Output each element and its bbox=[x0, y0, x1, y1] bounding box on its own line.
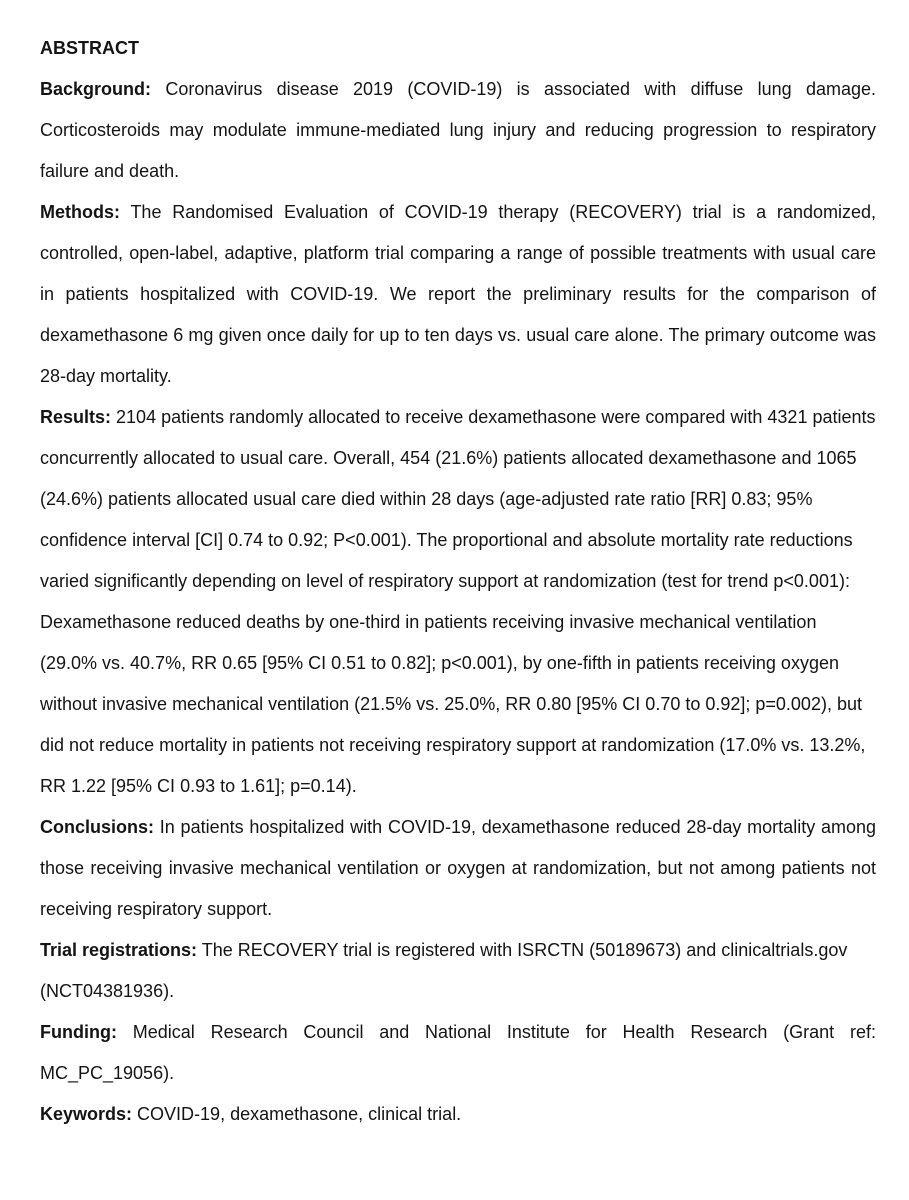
conclusions-text: In patients hospitalized with COVID-19, dexamethasone reduced 28-day mortality among those receiving invasive mechanical ventilation or oxygen at randomization, but not among patients not receiving respiratory support. bbox=[40, 817, 876, 919]
trial-registrations-label: Trial registrations: bbox=[40, 940, 198, 960]
keywords-paragraph bbox=[40, 1094, 876, 1135]
conclusions-paragraph bbox=[40, 807, 876, 930]
results-text: 2104 patients randomly allocated to receive dexamethasone were compared with 4321 patients concurrently allocated to usual care. Overall, 454 (21.6%) patients allocated dexamethasone and 1065 (24.6%) patients allocated usual care died within 28 days (age-adjusted rate ratio [RR] 0.83; 95% confidence interval [CI] 0.74 to 0.92; P<0.001). The proportional and absolute mortality rate reductions varied significantly depending on level of respiratory support at randomization (test for trend p<0.001): Dexamethasone reduced deaths by one-third in patients receiving invasive mechanical ventilation (29.0% vs. 40.7%, RR 0.65 [95% CI 0.51 to 0.82]; p<0.001), by one-fifth in patients receiving oxygen without invasive mechanical ventilation (21.5% vs. 25.0%, RR 0.80 [95% CI 0.70 to 0.92]; p=0.002), but did not reduce mortality in patients not receiving respiratory support at randomization (17.0% vs. 13.2%, RR 1.22 [95% CI 0.93 to 1.61]; p=0.14). bbox=[40, 407, 876, 796]
results-paragraph bbox=[40, 397, 876, 807]
funding-label: Funding: bbox=[40, 1022, 117, 1042]
abstract-page bbox=[40, 28, 876, 1135]
funding-paragraph bbox=[40, 1012, 876, 1094]
keywords-label: Keywords: bbox=[40, 1104, 133, 1124]
background-label: Background: bbox=[40, 79, 152, 99]
background-paragraph bbox=[40, 69, 876, 192]
results-label: Results: bbox=[40, 407, 112, 427]
trial-registrations-paragraph bbox=[40, 930, 876, 1012]
methods-text: The Randomised Evaluation of COVID-19 therapy (RECOVERY) trial is a randomized, controlled, open-label, adaptive, platform trial comparing a range of possible treatments with usual care in patients hospitalized with COVID-19. We report the preliminary results for the comparison of dexamethasone 6 mg given once daily for up to ten days vs. usual care alone. The primary outcome was 28-day mortality. bbox=[40, 202, 876, 386]
background-text: Coronavirus disease 2019 (COVID-19) is associated with diffuse lung damage. Corticosteroids may modulate immune-mediated lung injury and reducing progression to respiratory failure and death. bbox=[40, 79, 876, 181]
conclusions-label: Conclusions: bbox=[40, 817, 155, 837]
methods-paragraph bbox=[40, 192, 876, 397]
funding-text: Medical Research Council and National Institute for Health Research (Grant ref: MC_PC_19056). bbox=[40, 1022, 876, 1083]
keywords-text: COVID-19, dexamethasone, clinical trial. bbox=[137, 1104, 462, 1124]
methods-label: Methods: bbox=[40, 202, 120, 222]
trial-registrations-text: The RECOVERY trial is registered with ISRCTN (50189673) and clinicaltrials.gov (NCT04381936). bbox=[40, 940, 848, 1001]
abstract-heading: ABSTRACT bbox=[40, 38, 139, 58]
